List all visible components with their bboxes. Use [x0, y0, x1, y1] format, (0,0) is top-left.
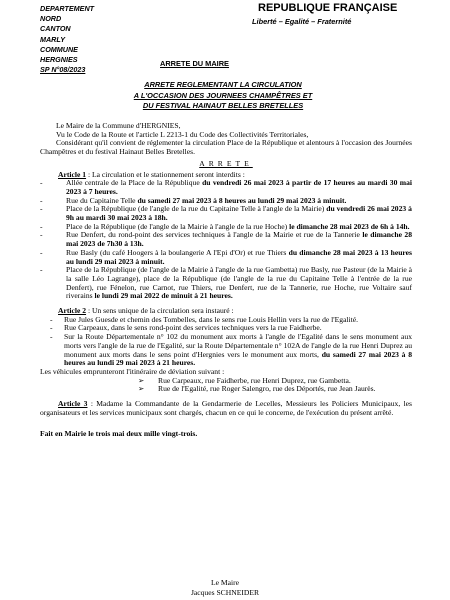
subject-line: A L'OCCASION DES JOURNEES CHAMPÊTRES ET [133, 90, 313, 100]
article-3-text: : Madame la Commandante de la Gendarmerie de Lecelles, Messieurs les Policiers Municipaux, les organisateurs et les services municipaux sont chargés, chacun en ce qui le concerne, de l'exécution du présent arrêté. [40, 399, 413, 417]
fait-en-mairie: Fait en Mairie le trois mai deux mille vingt-trois. [40, 428, 198, 438]
list-item-normal: Rue Carpeaux, dans le sens rond-point des services techniques vers la rue Faidherbe. [64, 323, 322, 333]
list-item-bold: le dimanche 28 mai 2023 de 7h30 à 13h [66, 230, 413, 249]
list-item-tail: . [344, 195, 347, 205]
article-2-label: Article 2 [58, 306, 87, 316]
list-item [40, 249, 412, 266]
dash-bullet: - [50, 323, 53, 333]
list-item-tail: . [165, 213, 168, 223]
list-item-normal: Place de la République (de l'angle de la Mairie à l'angle de la rue Hoche) [66, 221, 290, 231]
list-item-normal: Rue Denfert, du rond-point des services techniques à l'angle de la Mairie et rue de la Tannerie [66, 230, 363, 240]
list-item-tail: . [141, 239, 144, 249]
list-item-tail: . [115, 186, 118, 196]
list-item-normal: Allée centrale de la Place de la République [66, 178, 203, 188]
arrow-bullet-icon: ➢ [138, 375, 145, 385]
header-left [40, 4, 94, 75]
list-item-normal: Place de la République (de l'angle de la rue du Capitaine Telle à l'angle de la Mairie) [66, 204, 327, 214]
dash-bullet: - [50, 314, 53, 324]
subject-line: ARRETE REGLEMENTANT LA CIRCULATION [144, 80, 302, 89]
header-hergnies: HERGNIES [40, 54, 78, 64]
intro-mayor: Le Maire de la Commune d'HERGNIES, [56, 121, 181, 130]
list-item [40, 179, 412, 196]
article-1-text: : La circulation et le stationnement seront interdits : [86, 169, 245, 179]
header-reference: SP N°08/2023 [40, 65, 86, 75]
dash-bullet: - [50, 332, 53, 342]
list-item-tail: . [162, 256, 165, 266]
signature-title: Le Maire [210, 578, 240, 587]
list-item-tail: . [230, 291, 233, 301]
arrete-du-maire: ARRETE DU MAIRE [160, 59, 229, 68]
deviation-item: ➢ Rue Carpeaux, rue Faidherbe, rue Henri Duprez, rue Gambetta. [138, 375, 351, 385]
list-item-bold: du vendredi 26 mai 2023 à partir de 17 heures au mardi 30 mai 2023 à 7 heures [66, 178, 412, 196]
list-item-bold: le lundi 29 mai 2022 de minuit à 21 heures [94, 291, 231, 301]
dash-bullet: - [40, 221, 43, 231]
header-nord: NORD [40, 14, 62, 24]
article-1-list [40, 179, 412, 301]
list-item-tail: . [193, 358, 196, 368]
dash-bullet: - [40, 178, 43, 188]
list-item-normal: Rue Jules Guesde et chemin des Tombelles, dans le sens rue Louis Hellin vers la rue de l'Egalité. [64, 314, 359, 324]
deviation-item: ➢ Rue de l'Egalité, rue Roger Salengro, rue des Déportés, rue Jean Jaurès. [138, 384, 376, 394]
list-item-normal: Place de la République (de l'angle de la Mairie à l'angle de la rue Gambetta) rue Basly, rue Pasteur (de la Mairie à la salle Léo Lagrange), place de la République (de l'angle de la rue du Capitaine Telle à l'entrée de la rue Denfert), rue Fénelon, rue Carnot, rue Thiers, rue Denfert, rue de la Tannerie, rue Hoche, rue Voltaire sauf riverains [66, 265, 412, 301]
list-item-bold: du samedi 27 mai 2023 à 8 heures au lundi 29 mai 2023 à minuit [137, 195, 345, 205]
list-item-bold: le dimanche 28 mai 2023 de 6h à 14h [289, 221, 408, 231]
list-item-normal: Rue du Capitaine Telle [66, 195, 138, 205]
list-item-normal: Sur la Route Départementale n° 102 du monument aux morts à l'angle de l'Egalité dans le sens monument aux morts vers l'angle de la rue de l'Egalité, sur la Route Départementale n° 102A de l'angle de la rue Henri Duprez au monument aux morts dans le sens point d'Hergnies vers le monument aux morts, [64, 332, 412, 359]
list-item-bold: du samedi 27 mai 2023 à 8 heures au lundi 29 mai 2023 à 21 heures [64, 349, 412, 368]
list-item-normal: Rue Basly (du café Hoogers à la boulangerie A l'Epi d'Or) et rue Thiers [66, 247, 289, 257]
intro-considerant: Considérant qu'il convient de réglementer la circulation Place de la République et alentours à l'occasion des Journées Champêtres et du festival Hainaut Belles Bretelles. [40, 138, 412, 157]
header-departement: DEPARTEMENT [40, 4, 95, 13]
list-item-bold: du vendredi 26 mai 2023 à 9h au mardi 30 mai 2023 à 18h [66, 204, 412, 223]
subject-line: DU FESTIVAL HAINAUT BELLES BRETELLES [142, 101, 304, 110]
list-item [40, 266, 412, 301]
article-3-label: Article 3 [58, 399, 88, 409]
arrow-bullet-icon: ➢ [138, 384, 145, 394]
arrete-heading: ARRETE [199, 158, 253, 168]
intro-vu: Vu le Code de la Route et l'article L 2213-1 du Code des Collectivités Territoriales, [56, 129, 309, 139]
deviation-intro: Les véhicules emprunteront l'itinéraire de déviation suivant : [40, 366, 225, 376]
dash-bullet: - [40, 195, 43, 205]
list-item [50, 333, 412, 368]
list-item-tail: . [407, 221, 410, 231]
signature-name: Jacques SCHNEIDER [190, 588, 260, 597]
dash-bullet: - [40, 265, 43, 275]
header-marly: MARLY [40, 34, 66, 44]
republic-motto: Liberté – Egalité – Fraternité [252, 17, 352, 26]
article-2-list [40, 316, 412, 368]
document-body [40, 122, 412, 438]
article-3 [40, 400, 412, 417]
republic-title: REPUBLIQUE FRANÇAISE [258, 2, 398, 14]
header-commune: COMMUNE [40, 44, 78, 54]
header-canton: CANTON [40, 24, 71, 34]
dash-bullet: - [40, 247, 43, 257]
subject-title [88, 80, 358, 112]
dash-bullet: - [40, 204, 43, 214]
list-item [40, 231, 412, 248]
dash-bullet: - [40, 230, 43, 240]
list-item-bold: du dimanche 28 mai 2023 à 13 heures au lundi 29 mai 2023 à minuit [66, 247, 412, 266]
list-item [40, 205, 412, 222]
article-1-label: Article 1 [58, 169, 87, 179]
article-2-text: : Un sens unique de la circulation sera instauré : [86, 306, 234, 316]
